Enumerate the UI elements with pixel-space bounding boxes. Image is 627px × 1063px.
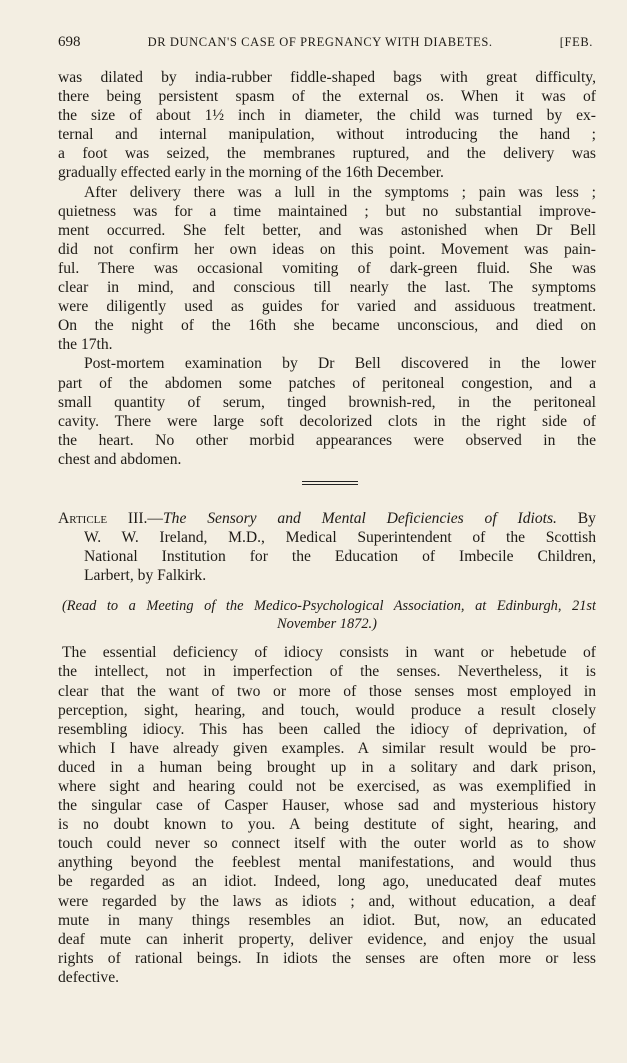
page-number: 698 bbox=[58, 34, 81, 50]
running-header bbox=[58, 34, 601, 51]
text-line: ful. There was occasional vomiting of dark-green fluid. She was bbox=[58, 259, 596, 277]
text-line: were diligently used as guides for varied and assiduous treatment. bbox=[58, 298, 596, 316]
read-note-text: (Read to a Meeting of the Medico-Psychological Association, at Edinburgh, 21st bbox=[62, 598, 596, 615]
text-line: were regarded by the laws as idiots ; and, without education, a deaf bbox=[58, 892, 596, 910]
text-line: rights of rational beings. In idiots the senses are often more or less bbox=[58, 949, 596, 967]
running-title: DR DUNCAN'S CASE OF PREGNANCY WITH DIABETES. bbox=[147, 35, 493, 49]
text-line: there being persistent spasm of the external os. When it was of bbox=[58, 88, 596, 106]
text-line: touch could never so connect itself with the outer world as to show bbox=[58, 835, 596, 853]
text-line: be regarded as an idiot. Indeed, long ago, uneducated deaf mutes bbox=[58, 873, 596, 891]
text-line: The essential deficiency of idiocy consists in want or hebetude of bbox=[62, 644, 596, 662]
text-line: ternal and internal manipulation, without introducing the hand ; bbox=[58, 126, 596, 144]
text-line: anything beyond the feeblest mental manifestations, and would thus bbox=[58, 854, 596, 872]
text-line: quietness was for a time maintained ; but no substantial improve- bbox=[58, 202, 596, 220]
text-line: was dilated by india-rubber fiddle-shaped bags with great difficulty, bbox=[58, 69, 596, 86]
section-mark: [FEB. bbox=[559, 35, 593, 49]
text-line: the singular case of Casper Hauser, whose sad and mysterious history bbox=[58, 797, 596, 815]
text-line: where sight and hearing could not be exercised, as was exemplified in bbox=[58, 778, 596, 795]
text-line: the size of about 1½ inch in diameter, the child was turned by ex- bbox=[58, 107, 596, 125]
text-line: which I have already given examples. A similar result would be pro- bbox=[58, 739, 596, 757]
article-author-line: National Institution for the Education of Imbecile Children, bbox=[84, 548, 596, 566]
text-line: a foot was seized, the membranes ruptured, and the delivery was bbox=[58, 145, 596, 163]
article-title-line bbox=[58, 509, 596, 528]
text-line: cavity. There were large soft decolorized clots in the right side of bbox=[58, 412, 596, 430]
read-note-line bbox=[58, 615, 596, 633]
article-author-line: W. W. Ireland, M.D., Medical Superintendent of the Scottish bbox=[84, 529, 596, 547]
text-line: clear that the want of two or more of those senses most employed in bbox=[58, 682, 596, 700]
read-note bbox=[58, 597, 596, 633]
text-line: the heart. No other morbid appearances were observed in the bbox=[58, 431, 596, 449]
article-heading bbox=[58, 509, 596, 585]
article-author-line: Larbert, by Falkirk. bbox=[84, 567, 207, 585]
paragraph-continuation bbox=[58, 68, 596, 183]
text-line: duced in a human being brought up in a solitary and dark prison, bbox=[58, 758, 596, 776]
article-by: By bbox=[556, 509, 596, 527]
article-title: The Sensory and Mental Deficiencies of Idiots. bbox=[163, 509, 557, 527]
text-line: clear in mind, and conscious till nearly the last. The symptoms bbox=[58, 279, 596, 297]
text-line: part of the abdomen some patches of peritoneal congestion, and a bbox=[58, 374, 596, 392]
text-line: deaf mute can inherit property, deliver evidence, and enjoy the usual bbox=[58, 930, 596, 948]
text-line: Post-mortem examination by Dr Bell discovered in the lower bbox=[84, 355, 596, 373]
read-note-text: November 1872.) bbox=[277, 616, 377, 633]
article-body bbox=[58, 643, 596, 987]
text-line: the intellect, not in imperfection of the senses. Nevertheless, it is bbox=[58, 663, 596, 681]
text-line: mute in many things resembles an idiot. But, now, an educated bbox=[58, 911, 596, 929]
text-line: perception, sight, hearing, and touch, would produce a result closely bbox=[58, 701, 596, 719]
paragraph-after-delivery bbox=[58, 183, 596, 355]
text-line: did not confirm her own ideas on this point. Movement was pain- bbox=[58, 240, 596, 258]
text-line: is no doubt known to you. A being destitute of sight, hearing, and bbox=[58, 816, 596, 834]
text-line: On the night of the 16th she became unconscious, and died on bbox=[58, 317, 596, 335]
text-line: defective. bbox=[58, 968, 120, 986]
text-line: small quantity of serum, tinged brownish-red, in the peritoneal bbox=[58, 393, 596, 411]
text-line: After delivery there was a lull in the symptoms ; pain was less ; bbox=[84, 183, 596, 201]
text-line: resembling idiocy. This has been called the idiocy of deprivation, of bbox=[58, 720, 596, 738]
text-line: chest and abdomen. bbox=[58, 450, 182, 468]
text-line: ment occurred. She felt better, and was astonished when Dr Bell bbox=[58, 221, 596, 239]
text-line: the 17th. bbox=[58, 336, 113, 354]
read-note-line bbox=[58, 597, 596, 615]
article-label: Article III.— bbox=[58, 509, 163, 527]
paragraph-post-mortem bbox=[58, 354, 596, 469]
text-line: gradually effected early in the morning of the 16th December. bbox=[58, 164, 444, 182]
section-divider bbox=[302, 481, 358, 485]
